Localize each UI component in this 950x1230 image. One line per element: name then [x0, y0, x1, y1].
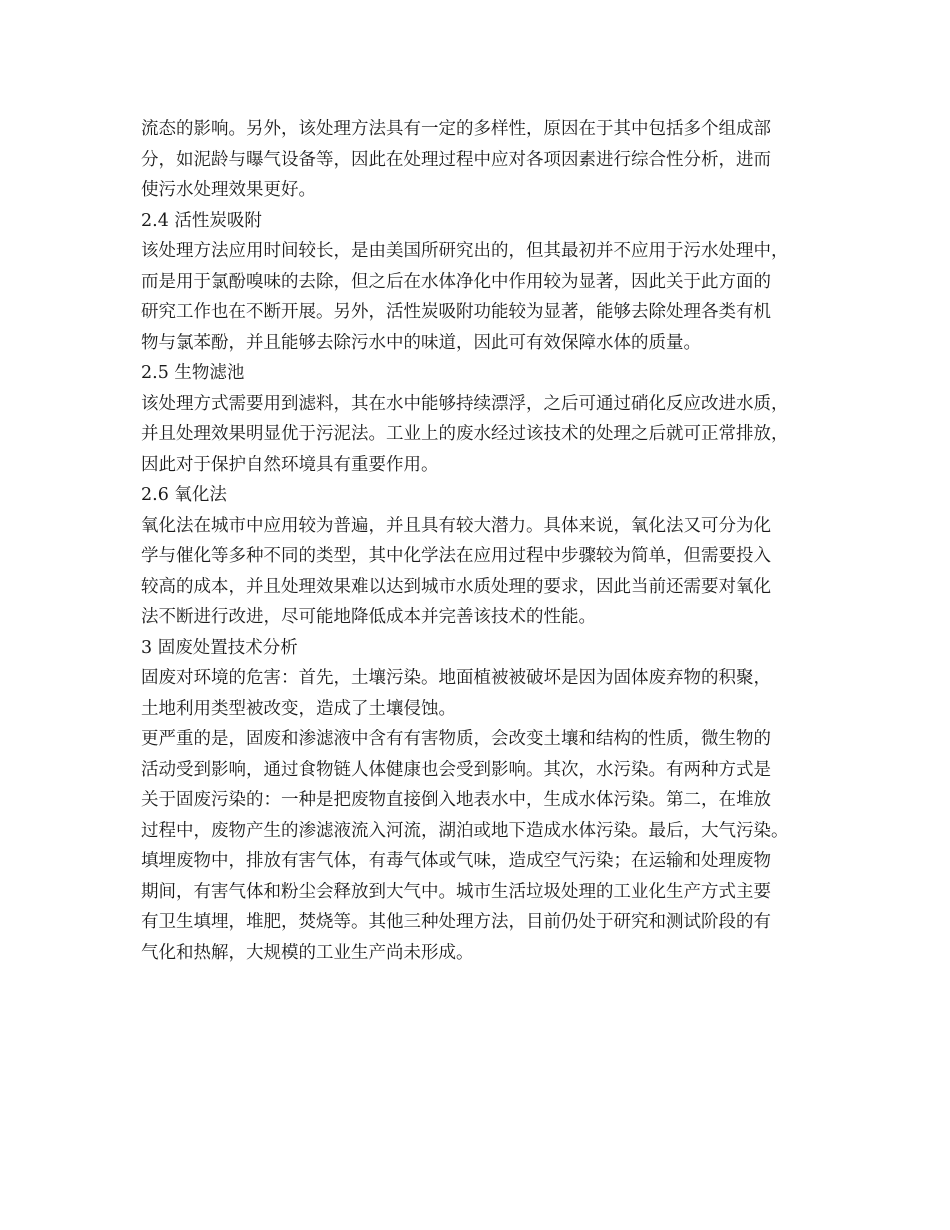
text-line: 气化和热解，大规模的工业生产尚未形成。 [141, 942, 474, 963]
text-line: 学与催化等多种不同的类型，其中化学法在应用过程中步骤较为简单，但需要投入 [141, 546, 771, 566]
text-line: 流态的影响。另外，该处理方法具有一定的多样性，原因在于其中包括多个组成部 [141, 119, 771, 139]
text-line: 该处理方法应用时间较长，是由美国所研究出的，但其最初并不应用于污水处理中， [141, 241, 789, 261]
text-line: 更严重的是，固废和渗滤液中含有有害物质，会改变土壤和结构的性质，微生物的 [141, 729, 771, 749]
text-line: 分，如泥龄与曝气设备等，因此在处理过程中应对各项因素进行综合性分析，进而 [141, 149, 771, 170]
section-heading-2-6: 2.6 氧化法 [141, 485, 227, 505]
paragraph-4 [141, 511, 831, 633]
text-line: 研究工作也在不断开展。另外，活性炭吸附功能较为显著，能够去除处理各类有机 [141, 302, 771, 322]
paragraph-3 [141, 389, 831, 481]
text-line: 关于固废污染的：一种是把废物直接倒入地表水中，生成水体污染。第二，在堆放 [141, 790, 771, 810]
text-line: 该处理方式需要用到滤料，其在水中能够持续漂浮，之后可通过硝化反应改进水质， [141, 393, 789, 414]
section-heading-2-5: 2.5 生物滤池 [141, 363, 245, 383]
text-line: 较高的成本，并且处理效果难以达到城市水质处理的要求，因此当前还需要对氧化 [141, 576, 771, 597]
paragraph-5 [141, 663, 831, 724]
text-line: 氧化法在城市中应用较为普遍，并且具有较大潜力。具体来说，氧化法又可分为化 [141, 515, 771, 536]
text-line: 固废对环境的危害：首先，土壤污染。地面植被被破坏是因为固体废弃物的积聚， [141, 668, 771, 688]
document-body [141, 114, 831, 968]
text-line: 填埋废物中，排放有害气体，有毒气体或气味，造成空气污染；在运输和处理废物 [141, 851, 771, 871]
section-heading-3: 3 固废处置技术分析 [141, 637, 298, 658]
text-line: 土地利用类型被改变，造成了土壤侵蚀。 [141, 698, 456, 719]
text-line: 期间，有害气体和粉尘会释放到大气中。城市生活垃圾处理的工业化生产方式主要 [141, 881, 771, 902]
text-line: 法不断进行改进，尽可能地降低成本并完善该技术的性能。 [141, 607, 596, 627]
section-heading-2-4: 2.4 活性炭吸附 [141, 210, 262, 231]
paragraph-1 [141, 114, 831, 206]
text-line: 物与氯苯酚，并且能够去除污水中的味道，因此可有效保障水体的质量。 [141, 332, 701, 353]
text-line: 过程中，废物产生的渗滤液流入河流，湖泊或地下造成水体污染。最后，大气污染。 [141, 820, 789, 841]
text-line: 因此对于保护自然环境具有重要作用。 [141, 454, 439, 475]
text-line: 使污水处理效果更好。 [141, 180, 316, 200]
text-line: 有卫生填埋，堆肥，焚烧等。其他三种处理方法，目前仍处于研究和测试阶段的有 [141, 912, 771, 932]
text-line: 活动受到影响，通过食物链人体健康也会受到影响。其次，水污染。有两种方式是 [141, 759, 771, 780]
text-line: 而是用于氯酚嗅味的去除，但之后在水体净化中作用较为显著，因此关于此方面的 [141, 271, 771, 292]
paragraph-6 [141, 724, 831, 968]
paragraph-2 [141, 236, 831, 358]
text-line: 并且处理效果明显优于污泥法。工业上的废水经过该技术的处理之后就可正常排放， [141, 424, 789, 444]
